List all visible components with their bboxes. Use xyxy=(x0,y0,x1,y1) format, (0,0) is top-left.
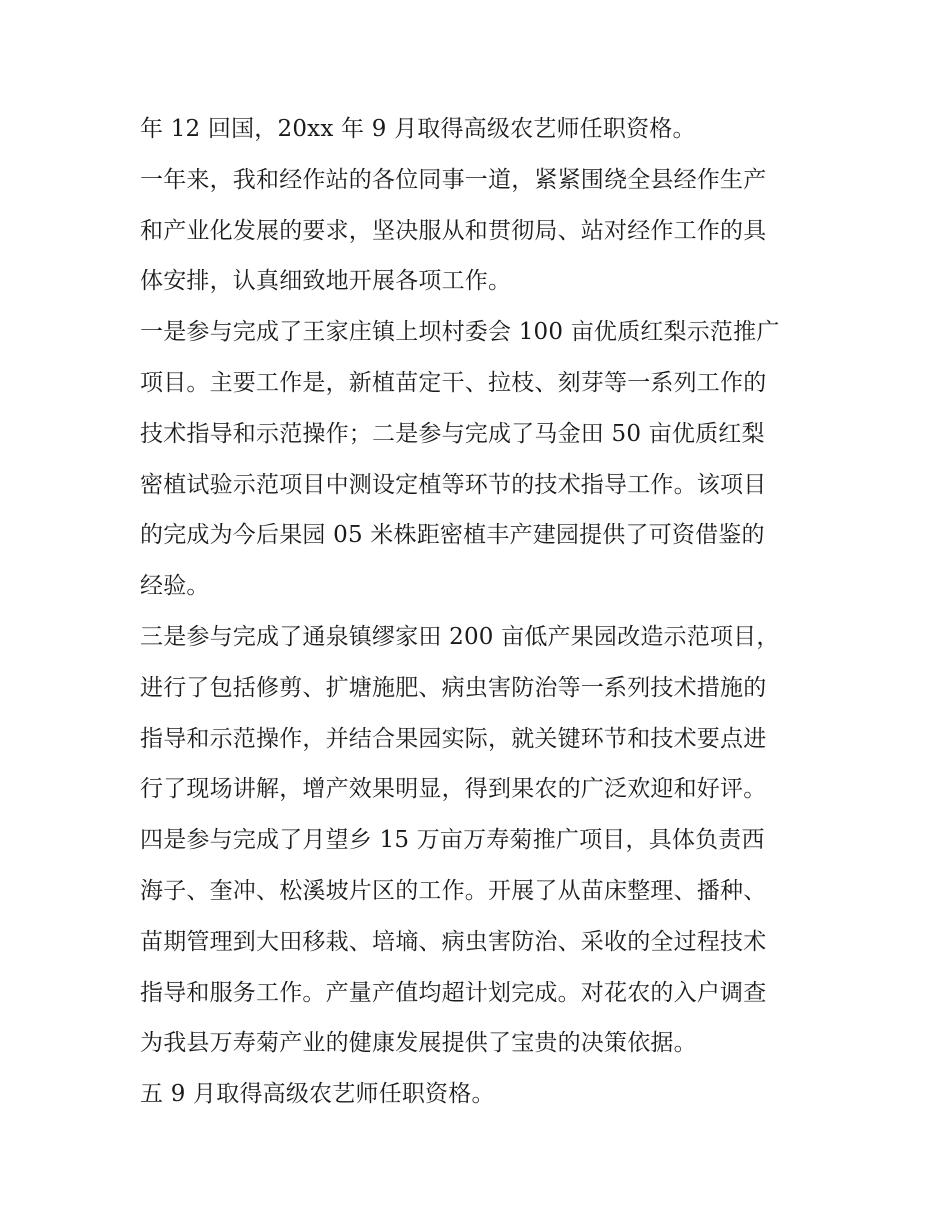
document-body xyxy=(140,104,820,1120)
text-line: 行了现场讲解，增产效果明显，得到果农的广泛欢迎和好评。 xyxy=(140,776,767,803)
text-line: 经验。 xyxy=(140,573,210,600)
text-line: 项目。主要工作是，新植苗定干、拉枝、刻芽等一系列工作的 xyxy=(140,369,767,396)
text-line: 技术指导和示范操作；二是参与完成了马金田 50 亩优质红梨 xyxy=(140,420,765,447)
text-line: 一是参与完成了王家庄镇上坝村委会 100 亩优质红梨示范推广 xyxy=(140,319,780,346)
text-line: 为我县万寿菊产业的健康发展提供了宝贵的决策依据。 xyxy=(140,1030,697,1057)
text-line: 指导和示范操作，并结合果园实际，就关键环节和技术要点进 xyxy=(140,725,767,752)
text-line: 三是参与完成了通泉镇缪家田 200 亩低产果园改造示范项目， xyxy=(140,623,780,650)
text-line: 体安排，认真细致地开展各项工作。 xyxy=(140,268,512,295)
text-line: 密植试验示范项目中测设定植等环节的技术指导工作。该项目 xyxy=(140,471,767,498)
text-line: 年 12 回国，20xx 年 9 月取得高级农艺师任职资格。 xyxy=(140,116,696,142)
text-line: 苗期管理到大田移栽、培墒、病虫害防治、采收的全过程技术 xyxy=(140,928,767,955)
text-line: 指导和服务工作。产量产值均超计划完成。对花农的入户调查 xyxy=(140,979,767,1006)
text-line: 进行了包括修剪、扩塘施肥、病虫害防治等一系列技术措施的 xyxy=(140,674,767,701)
text-line: 四是参与完成了月望乡 15 万亩万寿菊推广项目，具体负责西 xyxy=(140,827,765,854)
text-line: 的完成为今后果园 05 米株距密植丰产建园提供了可资借鉴的 xyxy=(140,522,765,549)
text-line: 海子、奎冲、松溪坡片区的工作。开展了从苗床整理、播种、 xyxy=(140,877,767,904)
text-line: 一年来，我和经作站的各位同事一道，紧紧围绕全县经作生产 xyxy=(140,166,767,193)
text-line: 五 9 月取得高级农艺师任职资格。 xyxy=(140,1081,495,1108)
text-line: 和产业化发展的要求，坚决服从和贯彻局、站对经作工作的具 xyxy=(140,217,767,244)
